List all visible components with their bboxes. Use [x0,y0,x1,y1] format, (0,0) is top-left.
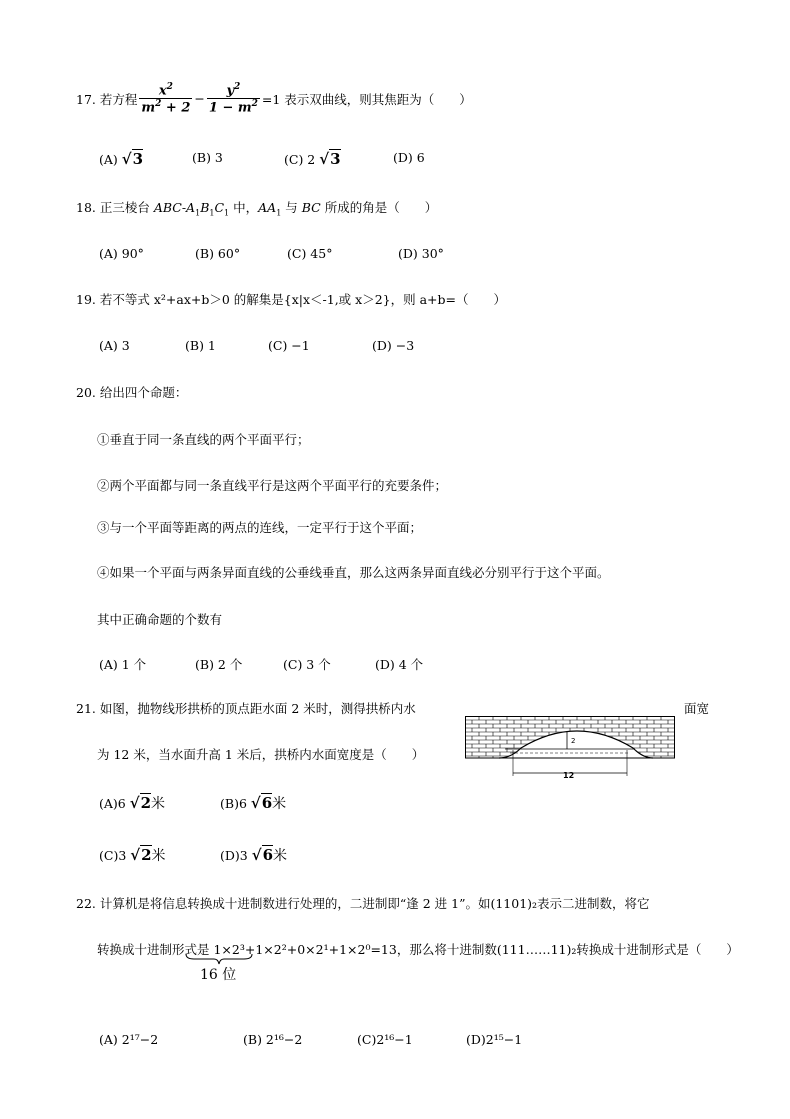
q21-option-label: (C)3 [99,848,131,863]
q19-option-a: (A) 3 [99,338,130,353]
q20-item-2: ②两个平面都与同一条直线平行是这两个平面平行的充要条件； [97,478,448,493]
q21-line-2: 为 12 米，当水面升高 1 米后，拱桥内水面宽度是（ ） [97,747,425,762]
q20-item-3: ③与一个平面等距离的两点的连线，一定平行于这个平面； [97,520,423,535]
q21-option-label: (D)3 [220,848,252,863]
q18-option-b: (B) 60° [195,246,241,261]
height-label: 2 [571,737,576,745]
q20-option-b: (B) 2 个 [195,657,243,672]
q17-option-label: (B) [192,150,215,165]
q17-minus: − [194,91,205,107]
bridge-wall [465,716,675,758]
sqrt-symbol: √6 [251,846,273,864]
q17-option-a [99,150,143,168]
q21-option-unit: 米 [151,848,166,864]
q21-option-unit: 米 [272,796,287,812]
q19-option-b: (B) 1 [185,338,216,353]
q21-option-unit: 米 [151,796,166,812]
q20-option-d: (D) 4 个 [375,657,424,672]
q21-option-radicand: 6 [261,794,273,812]
q17-option-radicand: 3 [330,150,341,168]
q18-stem: 18. 正三棱台 ABC-$A_1B_1C_1$ 中，$AA_1$ 与 BC 所成的角是（ ） [76,200,438,218]
q17-option-c [284,150,341,168]
q20-option-c: (C) 3 个 [283,657,331,672]
bridge-figure [465,716,675,780]
q21-option-d [220,845,287,865]
sqrt-symbol: √3 [121,150,144,168]
q21-option-label: (A)6 [99,796,130,811]
q17-option-radicand: 3 [132,150,144,168]
q22-line-1: 22. 计算机是将信息转换成十进制数进行处理的，二进制即“逢 2 进 1”。如(1101)₂表示二进制数，将它 [76,896,650,911]
q22-option-d: (D)2¹⁵−1 [466,1032,523,1047]
brace-label: 16 位 [200,967,237,983]
q21-option-label: (B)6 [220,796,251,811]
q17-prefix: 17. 若方程 [76,91,138,107]
q20-item-1: ①垂直于同一条直线的两个平面平行； [97,432,310,447]
q20-title: 20. 给出四个命题： [76,385,188,400]
q17-stem [76,82,472,116]
q21-option-a [99,793,165,813]
q17-option-label: (A) [99,152,122,167]
q22-option-a: (A) 2¹⁷−2 [99,1032,159,1047]
sqrt-symbol: √2 [130,846,152,864]
q21-option-radicand: 2 [140,794,152,812]
q17-option-d [393,150,425,165]
q21-line-1: 21. 如图，抛物线形拱桥的顶点距水面 2 米时，测得拱桥内水 [76,701,416,716]
q21-option-c [99,845,166,865]
sqrt-symbol: √6 [250,794,273,812]
q21-line-1-tail: 面宽 [684,701,710,716]
q17-suffix: =1 表示双曲线，则其焦距为（ ） [261,91,472,107]
q22-option-b: (B) 2¹⁶−2 [243,1032,303,1047]
q17-fraction-1: $\frac{x^2}{m^2 + 2}$ [141,82,191,116]
width-label: 12 [563,771,575,780]
sqrt-symbol: √2 [129,794,152,812]
q17-option-coefficient: 2 [307,152,320,167]
q17-option-b [192,150,223,165]
q18-option-d: (D) 30° [398,246,444,261]
q22-option-c: (C)2¹⁶−1 [357,1032,413,1047]
q18-option-c: (C) 45° [287,246,333,261]
q20-item-4: ④如果一个平面与两条异面直线的公垂线垂直，那么这两条异面直线必分别平行于这个平面。 [97,565,610,580]
q20-ask: 其中正确命题的个数有 [97,612,223,627]
q21-option-radicand: 2 [141,846,152,864]
q21-option-unit: 米 [273,848,287,864]
q20-option-a: (A) 1 个 [99,657,147,672]
q19-stem: 19. 若不等式 x²+ax+b＞0 的解集是{x|x＜-1,或 x＞2}，则 a+b=（ ） [76,292,506,307]
q19-option-d: (D) −3 [372,338,415,353]
q17-option-coefficient: 3 [214,150,223,165]
q18-option-a: (A) 90° [99,246,144,261]
q17-option-coefficient: 6 [416,150,425,165]
q21-option-radicand: 6 [262,846,273,864]
q22-line-2: 转换成十进制形式是 1×2³+1×2²+0×2¹+1×2⁰=13，那么将十进制数(111……11)₂转换成十进制形式是（ ） [97,942,739,957]
sqrt-symbol: √3 [319,150,341,168]
q21-option-b [220,793,286,813]
q17-option-label: (D) [393,150,417,165]
q17-fraction-2: $\frac{y^2}{1 - m^2}$ [208,82,258,116]
q19-option-c: (C) −1 [268,338,310,353]
q17-option-label: (C) [284,152,308,167]
